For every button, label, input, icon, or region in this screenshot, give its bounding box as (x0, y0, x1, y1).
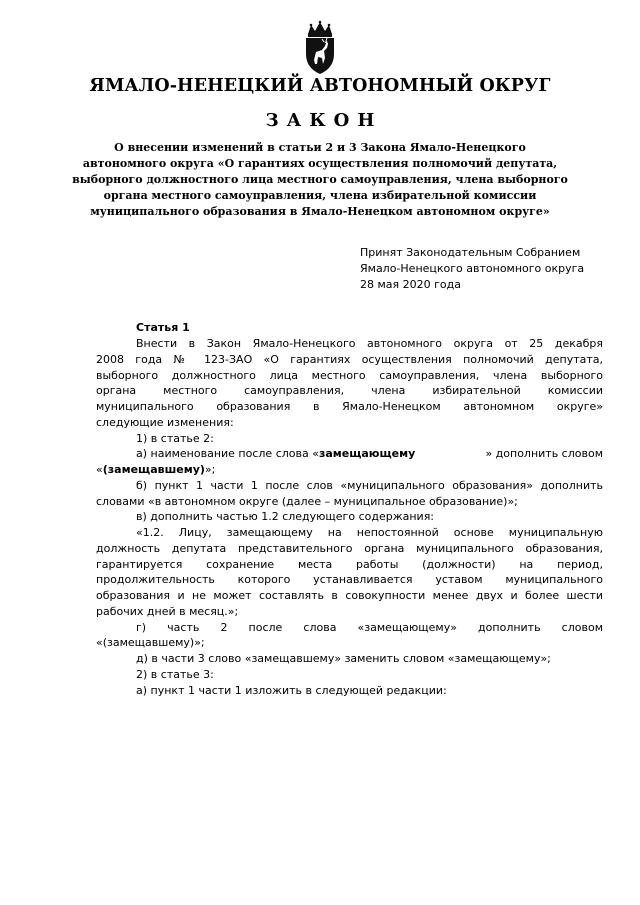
law-title-line: органа местного самоуправления, члена избирательной комиссии (103, 189, 537, 202)
list-item: а) пункт 1 части 1 изложить в следующей редакции: (136, 683, 447, 697)
law-title-line: автономного округа «О гарантиях осуществления полномочий депутата, (82, 157, 558, 170)
paragraph-line: муниципального образования в Ямало-Ненецком автономном округе» (96, 400, 603, 413)
adoption-line: Принят Законодательным Собранием (360, 246, 581, 259)
list-item: 2) в статье 3: (136, 667, 214, 681)
bold-term: (замещавшему) (102, 463, 205, 476)
adoption-date: 28 мая 2020 года (360, 278, 461, 291)
text-segment: а) наименование после слова « (136, 447, 319, 461)
list-item-continuation (96, 462, 603, 478)
quote-line: гарантируется сохранение места работы (должности) на период, (96, 557, 603, 571)
coat-of-arms-emblem (302, 20, 338, 76)
text-segment: »; (204, 463, 216, 476)
article-heading: Статья 1 (136, 321, 190, 334)
quote-line: образования и не может составлять в совокупности менее двух и более шести (96, 589, 603, 602)
text-segment: « (96, 463, 103, 476)
list-item: б) пункт 1 части 1 после слов «муниципального образования» дополнить (136, 478, 603, 492)
region-title: ЯМАЛО-НЕНЕЦКИЙ АВТОНОМНЫЙ ОКРУГ (89, 76, 551, 96)
paragraph-line: 2008 года № 123-ЗАО «О гарантиях осуществления полномочий депутата, (96, 352, 603, 366)
law-title-line: выборного должностного лица местного самоуправления, члена выборного (72, 173, 568, 186)
list-item: в) дополнить частью 1.2 следующего содержания: (136, 510, 435, 524)
document-type: ЗАКОН (265, 110, 383, 131)
law-title (70, 140, 570, 220)
quote-line: должность депутата представительного органа муниципального образования, (96, 541, 603, 555)
list-item: 1) в статье 2: (136, 431, 214, 445)
paragraph-line: Внести в Закон Ямало-Ненецкого автономного округа от 25 декабря (136, 337, 603, 350)
adoption-note (360, 245, 584, 293)
paragraph-line: выборного должностного лица местного самоуправления, члена выборного (96, 368, 603, 382)
list-item-continuation: словами «в автономном округе (далее – муниципальное образование)»; (96, 494, 518, 508)
adoption-line: Ямало-Ненецкого автономного округа (360, 262, 585, 275)
list-item (96, 446, 603, 462)
paragraph-line: органа местного самоуправления, члена избирательной комиссии (96, 384, 603, 398)
quote-line: продолжительность которого устанавливается уставом муниципального (96, 573, 603, 587)
quote-line: рабочих дней в месяц.»; (96, 604, 239, 618)
law-title-line: муниципального образования в Ямало-Ненецком автономном округе» (90, 205, 550, 218)
list-item: г) часть 2 после слова «замещающему» дополнить словом (136, 620, 603, 634)
text-segment (136, 446, 415, 462)
list-item-continuation: «(замещавшему)»; (96, 636, 205, 650)
quote-line: «1.2. Лицу, замещающему на непостоянной основе муниципальную (136, 526, 603, 539)
article-1 (96, 320, 603, 698)
paragraph-line: следующие изменения: (96, 415, 234, 429)
bold-term: замещающему (318, 447, 416, 461)
law-title-line: О внесении изменений в статьи 2 и 3 Закона Ямало-Ненецкого (114, 141, 526, 154)
text-segment: » дополнить словом (485, 447, 603, 461)
list-item: д) в части 3 слово «замещавшему» заменить словом «замещающему»; (136, 652, 551, 665)
